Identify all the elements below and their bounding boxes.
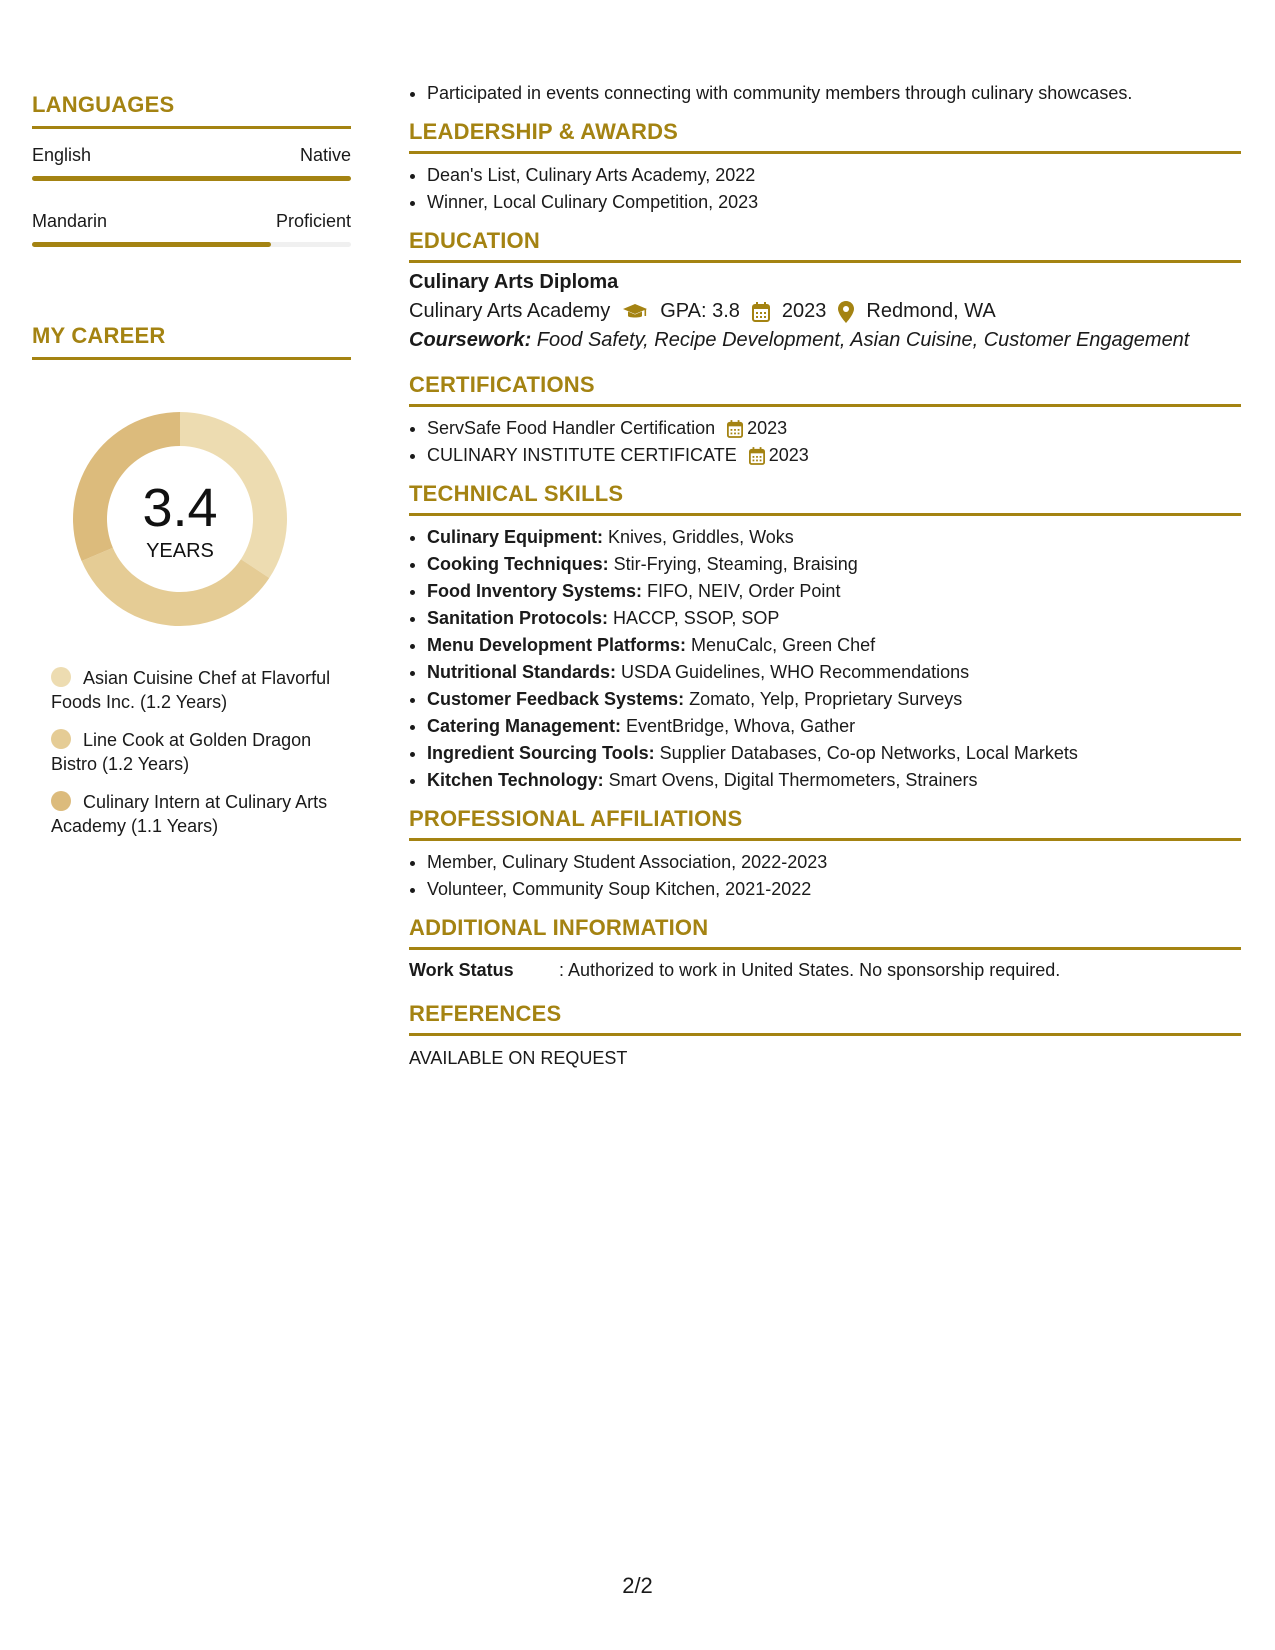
skill-label: Nutritional Standards: — [427, 662, 617, 682]
skill-value: FIFO, NEIV, Order Point — [642, 581, 841, 601]
language-level: Native — [299, 145, 351, 165]
calendar-icon — [752, 302, 770, 322]
career-section — [32, 323, 351, 838]
left-column — [32, 92, 351, 852]
skill-label: Sanitation Protocols: — [427, 608, 609, 628]
references-text: AVAILABLE ON REQUEST — [409, 1048, 628, 1068]
page-number: 2/2 — [622, 1573, 653, 1598]
legend-label: Culinary Intern at Culinary Arts Academy (1.1 Years) — [51, 792, 328, 836]
legend-label: Asian Cuisine Chef at Flavorful Foods Inc. (1.2 Years) — [51, 668, 331, 712]
language-item — [32, 145, 351, 181]
work-status-label: Work Status — [409, 960, 514, 980]
education-gpa: GPA: 3.8 — [660, 300, 740, 322]
list-item — [427, 578, 1241, 605]
calendar-icon — [727, 420, 743, 438]
list-item — [427, 767, 1241, 794]
legend-label: Line Cook at Golden Dragon Bistro (1.2 Years) — [51, 730, 312, 774]
language-bar-fill — [32, 176, 351, 181]
skills-title: TECHNICAL SKILLS — [409, 481, 1241, 516]
language-level: Proficient — [275, 211, 351, 231]
list-item — [427, 605, 1241, 632]
career-legend — [51, 666, 341, 838]
list-item: • Participated in events connecting with community members through culinary showcases. — [427, 80, 1241, 107]
education-year: 2023 — [781, 300, 827, 322]
education-details — [409, 300, 1241, 323]
certifications-list — [409, 415, 1241, 469]
work-status-value: : Authorized to work in United States. No sponsorship required. — [559, 960, 1061, 980]
affiliations-list — [409, 849, 1241, 903]
list-item — [427, 632, 1241, 659]
skill-value: Stir-Frying, Steaming, Braising — [608, 554, 858, 574]
skill-label: Kitchen Technology: — [427, 770, 604, 790]
legend-dot — [51, 729, 71, 749]
legend-dot — [51, 791, 71, 811]
legend-dot — [51, 667, 71, 687]
list-item — [427, 659, 1241, 686]
list-item — [427, 686, 1241, 713]
skill-value: MenuCalc, Green Chef — [686, 635, 876, 655]
list-item: • Dean's List, Culinary Arts Academy, 2022 — [427, 162, 1241, 189]
skill-value: Knives, Griddles, Woks — [603, 527, 794, 547]
skill-label: Customer Feedback Systems: — [427, 689, 685, 709]
experience-tail-list — [409, 80, 1241, 107]
certification-year: 2023 — [747, 418, 788, 438]
education-title: EDUCATION — [409, 228, 1241, 263]
skill-value: EventBridge, Whova, Gather — [621, 716, 856, 736]
career-title: MY CAREER — [32, 323, 351, 360]
languages-title: LANGUAGES — [32, 92, 351, 129]
affiliations-title: PROFESSIONAL AFFILIATIONS — [409, 806, 1241, 841]
list-item — [427, 524, 1241, 551]
certifications-title: CERTIFICATIONS — [409, 372, 1241, 407]
certification-year: 2023 — [768, 445, 809, 465]
language-bar — [32, 176, 351, 181]
career-total-value: 3.4 — [142, 478, 218, 538]
career-total-unit: YEARS — [146, 540, 214, 562]
language-name: English — [32, 145, 92, 165]
career-legend-item — [51, 666, 341, 714]
certification-name: • ServSafe Food Handler Certification — [427, 418, 716, 438]
skill-label: Cooking Techniques: — [427, 554, 609, 574]
location-pin-icon — [838, 301, 854, 323]
language-bar-fill — [32, 242, 271, 247]
skill-value: Smart Ovens, Digital Thermometers, Strainers — [603, 770, 978, 790]
skill-label: Culinary Equipment: — [427, 527, 604, 547]
education-school: Culinary Arts Academy — [409, 300, 611, 322]
career-legend-item — [51, 728, 341, 776]
language-bar — [32, 242, 351, 247]
references-title: REFERENCES — [409, 1001, 1241, 1036]
certification-name: • CULINARY INSTITUTE CERTIFICATE — [427, 445, 737, 465]
skill-label: Ingredient Sourcing Tools: — [427, 743, 655, 763]
education-location: Redmond, WA — [866, 300, 996, 322]
leadership-title: LEADERSHIP & AWARDS — [409, 119, 1241, 154]
skill-value: Zomato, Yelp, Proprietary Surveys — [684, 689, 963, 709]
coursework-list: Food Safety, Recipe Development, Asian Cuisine, Customer Engagement — [531, 329, 1190, 351]
language-name: Mandarin — [32, 211, 108, 231]
skill-label: Menu Development Platforms: — [427, 635, 687, 655]
list-item — [427, 713, 1241, 740]
skill-value: Supplier Databases, Co-op Networks, Local Markets — [654, 743, 1078, 763]
list-item — [427, 442, 1241, 469]
education-coursework — [409, 329, 1241, 352]
education-degree: Culinary Arts Diploma — [409, 271, 619, 293]
list-item: • Winner, Local Culinary Competition, 2023 — [427, 189, 1241, 216]
calendar-icon — [749, 447, 765, 465]
graduation-cap-icon — [622, 303, 648, 321]
skill-value: USDA Guidelines, WHO Recommendations — [616, 662, 970, 682]
work-status-row — [409, 960, 1241, 981]
skill-label: Food Inventory Systems: — [427, 581, 643, 601]
skills-list — [409, 524, 1241, 794]
coursework-label: Coursework: — [409, 329, 532, 351]
list-item — [427, 740, 1241, 767]
list-item: • Volunteer, Community Soup Kitchen, 2021-2022 — [427, 876, 1241, 903]
right-column — [409, 80, 1241, 1069]
career-donut-chart — [65, 404, 295, 634]
career-legend-item — [51, 790, 341, 838]
language-item — [32, 211, 351, 247]
leadership-list — [409, 162, 1241, 216]
list-item: • Member, Culinary Student Association, 2022-2023 — [427, 849, 1241, 876]
additional-info-title: ADDITIONAL INFORMATION — [409, 915, 1241, 950]
skill-value: HACCP, SSOP, SOP — [608, 608, 780, 628]
list-item — [427, 415, 1241, 442]
skill-label: Catering Management: — [427, 716, 622, 736]
list-item — [427, 551, 1241, 578]
